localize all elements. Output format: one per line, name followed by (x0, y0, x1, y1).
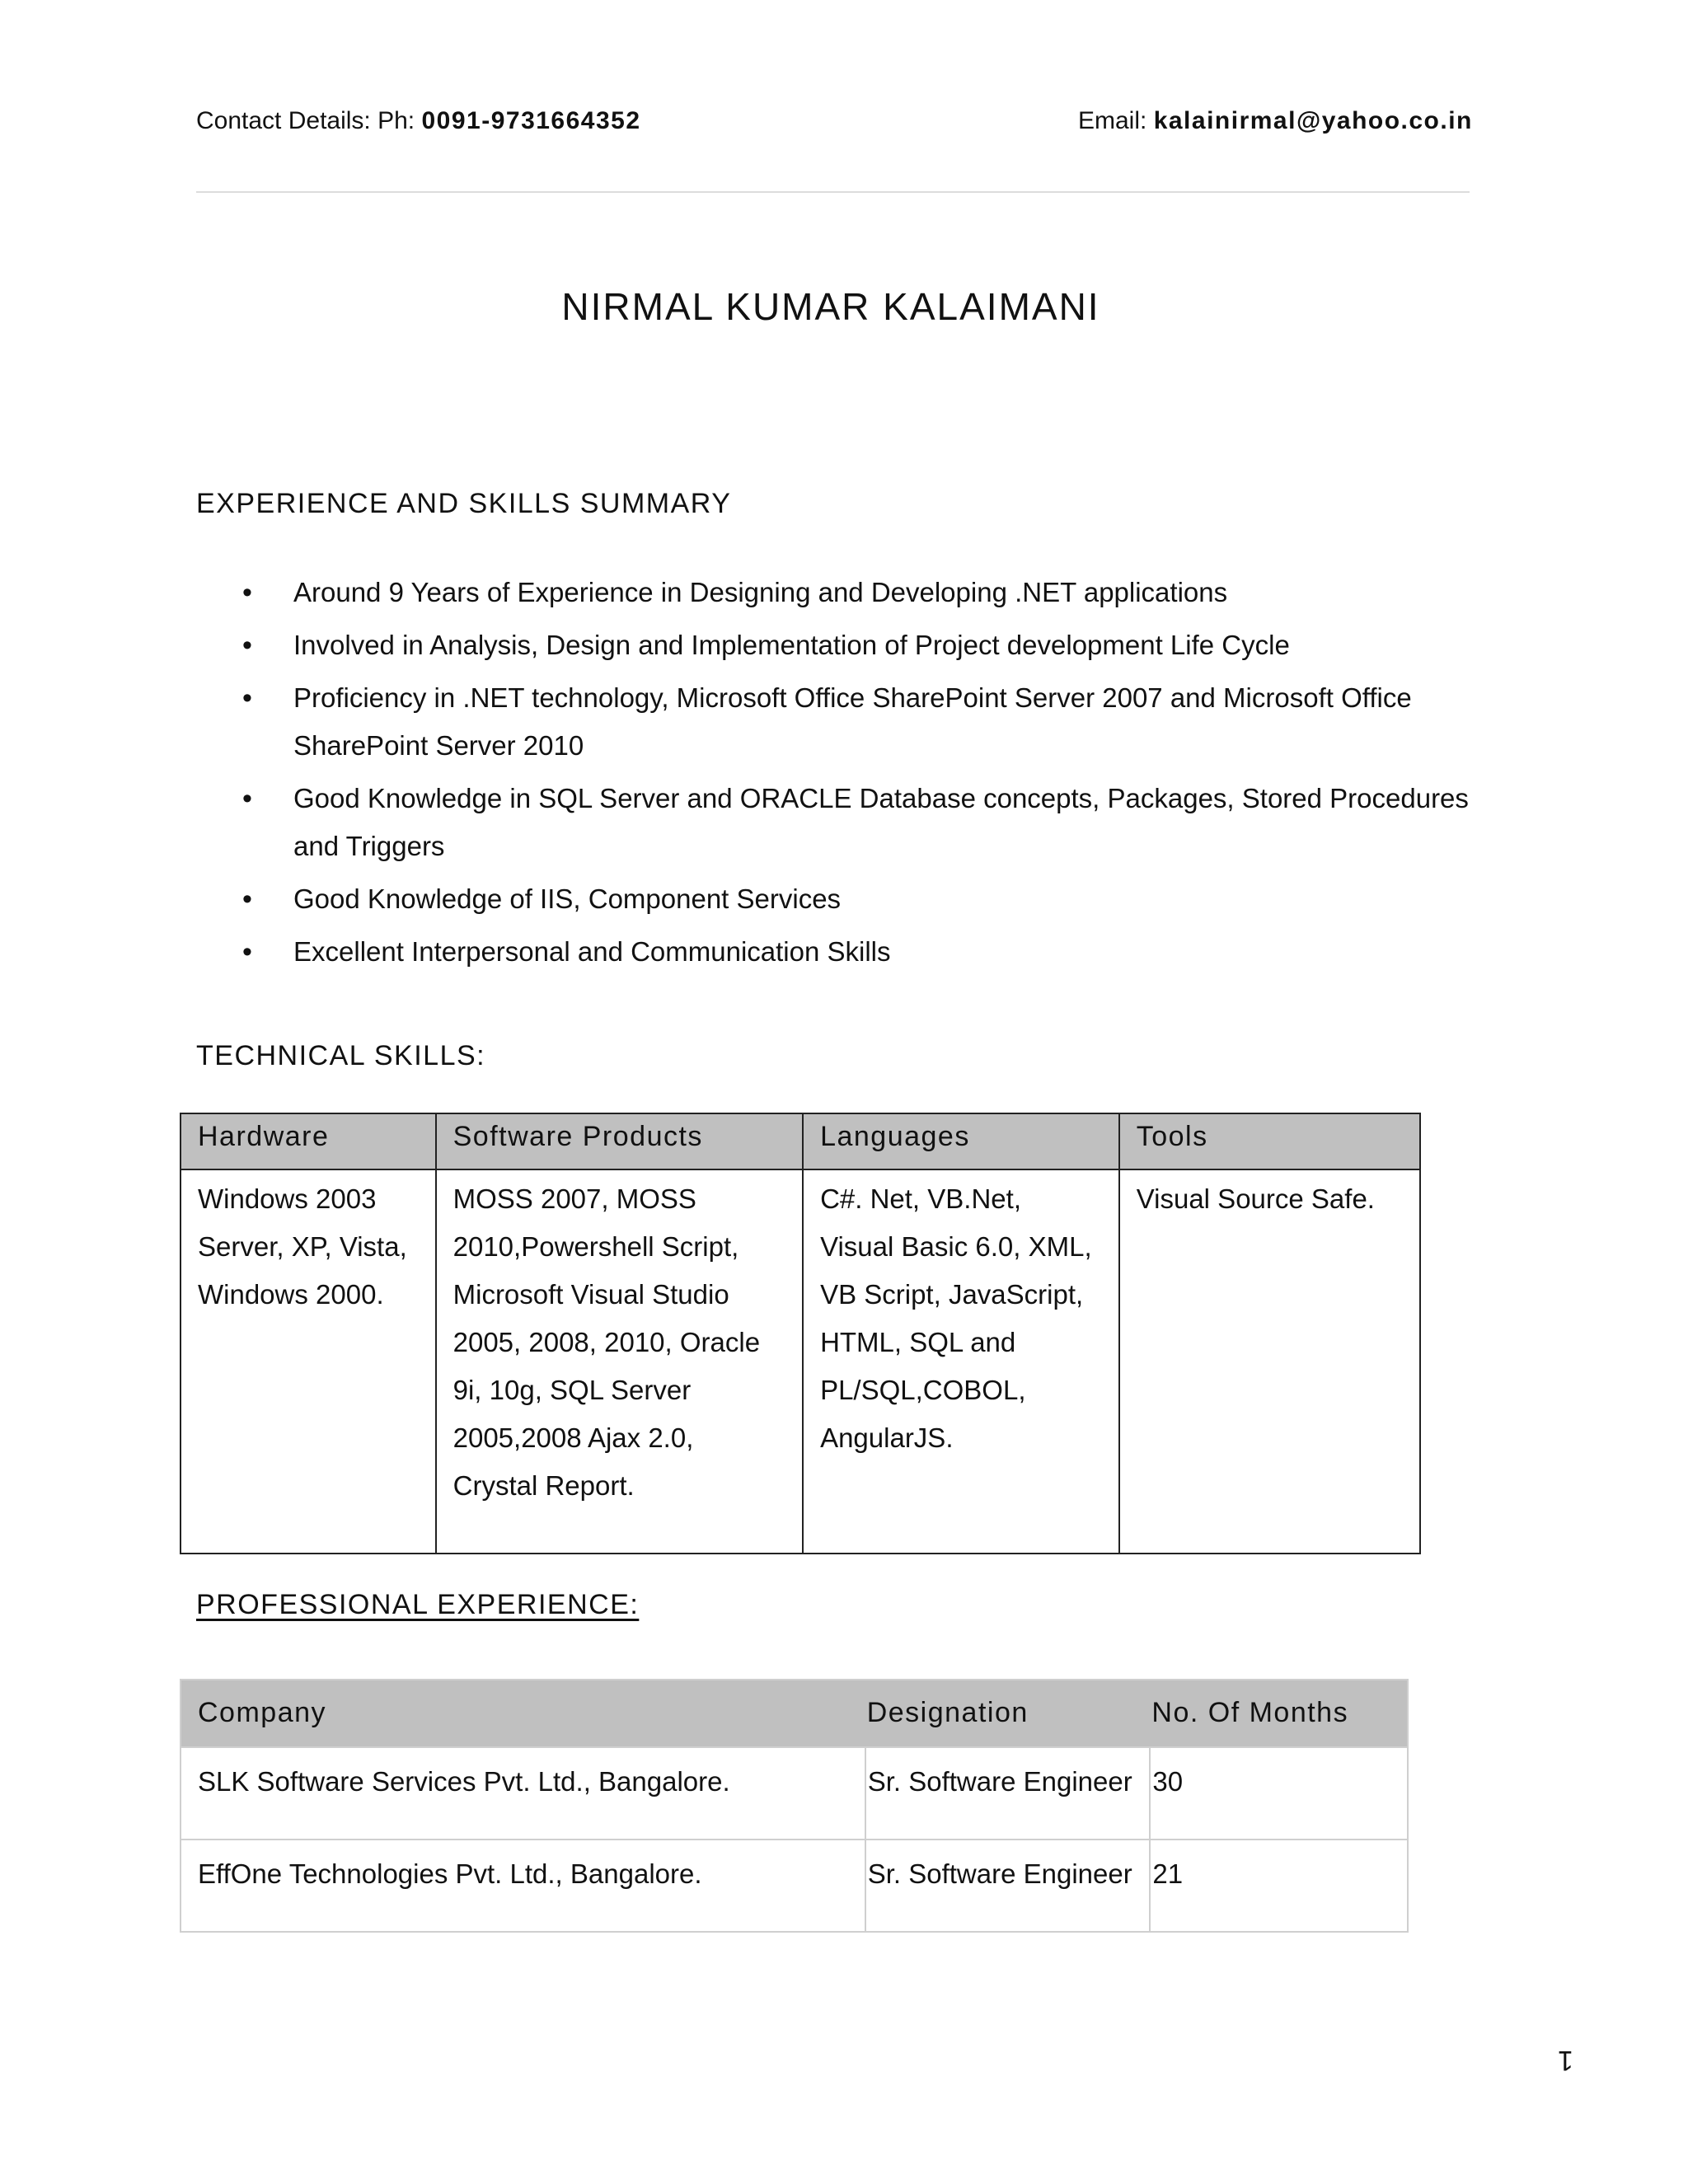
summary-list (196, 569, 1482, 981)
summary-heading: EXPERIENCE AND SKILLS SUMMARY (196, 488, 732, 519)
phone-number: 0091-9731664352 (421, 107, 641, 134)
cell-hardware: Windows 2003 Server, XP, Vista, Windows 2000. (181, 1169, 436, 1554)
professional-experience-table (180, 1679, 1409, 1933)
list-item: • Around 9 Years of Experience in Designing and Developing .NET applications (196, 569, 1482, 616)
cell-software-products: MOSS 2007, MOSS 2010,Powershell Script, Microsoft Visual Studio 2005, 2008, 2010, Oracle 9i, 10g, SQL Server 2005,2008 Ajax 2.0, Crystal Report. (436, 1169, 803, 1554)
header-months: No. Of Months (1150, 1680, 1408, 1747)
email-label: Email: (1078, 107, 1154, 134)
table-row (181, 1747, 1408, 1840)
table-header-row (181, 1680, 1408, 1747)
header-software-products: Software Products (436, 1113, 803, 1169)
contact-label: Contact Details: Ph: (196, 107, 422, 134)
page-number: 1 (1558, 2045, 1573, 2076)
cell-designation: Sr. Software Engineer (865, 1840, 1151, 1932)
table-row (181, 1169, 1420, 1554)
technical-heading: TECHNICAL SKILLS: (196, 1040, 486, 1071)
cell-designation: Sr. Software Engineer (865, 1747, 1151, 1840)
list-item: • Good Knowledge of IIS, Component Services (196, 875, 1482, 923)
cell-company: SLK Software Services Pvt. Ltd., Bangalore. (181, 1747, 865, 1840)
technical-skills-table (180, 1113, 1421, 1554)
header-hardware: Hardware (181, 1113, 436, 1169)
contact-phone (196, 107, 641, 135)
cell-tools: Visual Source Safe. (1119, 1169, 1420, 1554)
header-languages: Languages (803, 1113, 1119, 1169)
list-item: • Proficiency in .NET technology, Microsoft Office SharePoint Server 2007 and Microsoft Office SharePoint Server 2010 (196, 674, 1482, 770)
table-row (181, 1840, 1408, 1932)
cell-months: 21 (1150, 1840, 1408, 1932)
email-address: kalainirmal@yahoo.co.in (1153, 107, 1473, 134)
cell-languages: C#. Net, VB.Net, Visual Basic 6.0, XML, VB Script, JavaScript, HTML, SQL and PL/SQL,COBOL, AngularJS. (803, 1169, 1119, 1554)
list-item: • Excellent Interpersonal and Communication Skills (196, 928, 1482, 976)
list-item: • Involved in Analysis, Design and Implementation of Project development Life Cycle (196, 621, 1482, 669)
table-header-row (181, 1113, 1420, 1169)
professional-heading: PROFESSIONAL EXPERIENCE: (196, 1589, 640, 1620)
cell-company: EffOne Technologies Pvt. Ltd., Bangalore. (181, 1840, 865, 1932)
header-company: Company (181, 1680, 865, 1747)
header-divider (196, 191, 1470, 193)
header-tools: Tools (1119, 1113, 1420, 1169)
list-item: • Good Knowledge in SQL Server and ORACLE Database concepts, Packages, Stored Procedures and Triggers (196, 775, 1482, 870)
contact-email (1078, 107, 1473, 135)
cell-months: 30 (1150, 1747, 1408, 1840)
header-designation: Designation (865, 1680, 1151, 1747)
candidate-name: NIRMAL KUMAR KALAIMANI (561, 285, 1100, 328)
